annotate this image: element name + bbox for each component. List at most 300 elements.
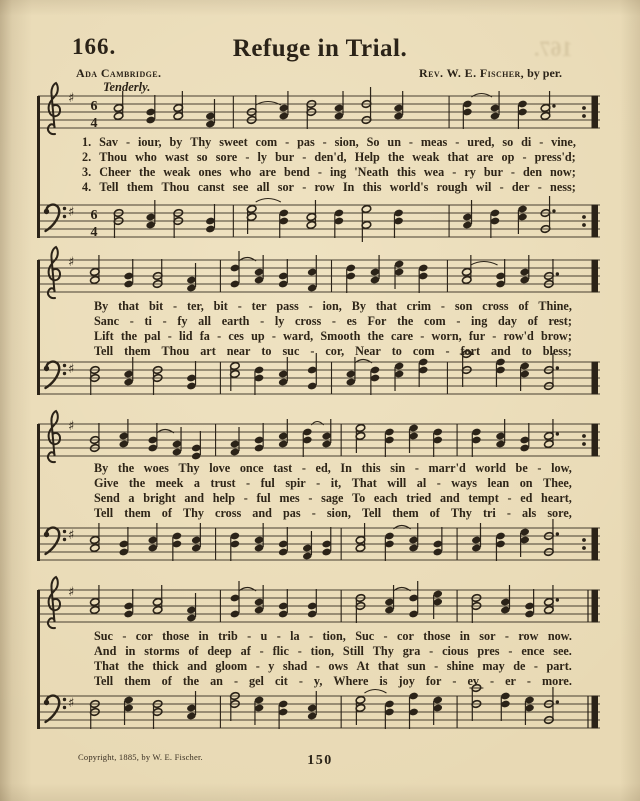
note-head [278,272,288,281]
note-head [90,366,100,375]
note-head [230,362,240,371]
note-head [495,280,505,289]
note-head [544,432,554,441]
note-head [90,444,100,453]
note-head [355,536,365,545]
note-head [186,382,196,391]
note-head [146,116,156,125]
note-head [307,284,317,293]
note-head [278,610,288,619]
tie-slur [364,690,386,694]
note-head [524,610,534,619]
note-head [307,602,317,611]
note-head [254,268,264,277]
note-head [355,696,365,705]
note-head [146,213,156,222]
note-head [90,708,100,717]
note-head [524,696,534,705]
key-signature-sharp-icon: ♯ [68,205,75,220]
composer-credit [419,66,562,81]
note-head [544,598,554,607]
composer-suffix: by per. [524,66,562,80]
tie-slur [239,588,256,592]
note-head [544,280,554,289]
note-head [279,209,289,218]
composer-name: Rev. W. E. Fischer, [419,66,525,80]
verse-block-2 [82,299,576,359]
note-head [495,272,505,281]
lyric-line: Tell them of the an - gel cit - y, Where is joy for - ev - er - more. [94,674,572,688]
note-head [346,264,356,273]
note-head [278,602,288,611]
note-head [247,213,257,222]
note-head [307,268,317,277]
key-signature-sharp-icon: ♯ [68,91,75,106]
note-head [172,540,182,549]
lyric-line: 2. Thou who wast so sore - ly bur - den'd, Help the weak that are op - press'd; [82,150,576,164]
note-head [278,280,288,289]
lyric-line: Send a bright and help - ful mes - sage To each tried and tempt - ed heart, [94,491,572,505]
note-head [544,716,554,725]
note-head [230,532,240,541]
note-head [517,213,527,222]
heavy-barline [592,205,599,238]
system-left-barline [37,424,40,561]
note-head [205,225,215,234]
note-head [334,217,344,226]
note-head [173,104,183,113]
note-head [394,362,404,371]
note-head [462,268,472,277]
lyricist-credit: Ada Cambridge. [76,66,162,80]
note-head [278,708,288,717]
note-head [495,366,505,375]
tempo-marking: Tenderly. [103,80,151,94]
note-head [408,594,418,603]
note-head [517,108,527,117]
note-head [119,540,129,549]
note-head [433,696,443,705]
note-head [433,598,443,607]
note-head [394,260,404,269]
system-left-barline [37,260,40,395]
tie-slur [256,199,281,203]
note-head [153,598,163,607]
verse-block-1 [82,135,576,195]
note-head [173,112,183,121]
heavy-barline [592,96,599,129]
note-head [278,432,288,441]
note-head [186,284,196,293]
note-head [306,213,316,222]
note-head [520,268,530,277]
note-head [153,606,163,615]
note-head [384,428,394,437]
note-head [90,598,100,607]
note-head [524,704,534,713]
note-head [490,112,500,121]
note-head [153,280,163,289]
note-head [205,120,215,129]
note-head [370,276,380,285]
note-head [254,366,264,375]
note-head [124,696,134,705]
note-head [153,366,163,375]
note-head [90,374,100,383]
note-head [355,424,365,433]
lyric-line: By that bit - ter, bit - ter pass - ion, By that crim - son cross of Thine, [94,299,572,313]
note-head [408,424,418,433]
note-head [462,276,472,285]
note-head [230,610,240,619]
note-head [302,436,312,445]
note-head [495,440,505,449]
treble-clef-icon [48,83,60,134]
bass-clef-icon [44,205,66,231]
note-head [495,532,505,541]
note-head [254,276,264,285]
note-head [90,536,100,545]
system-4-bass-staff [38,680,600,744]
note-head [254,444,264,453]
note-head [408,544,418,553]
tie-slur [471,94,492,98]
final-barline [592,590,599,623]
note-head [230,700,240,709]
note-head [153,700,163,709]
note-head [490,209,500,218]
note-head [322,440,332,449]
note-head [520,436,530,445]
note-head [355,544,365,553]
final-barline [592,696,599,729]
note-head [124,272,134,281]
note-head [278,700,288,709]
note-head [495,540,505,549]
treble-clef-icon [48,577,60,628]
bass-staff-graphics [38,684,600,729]
note-head [433,548,443,557]
note-head [408,692,418,701]
tie-slur [157,430,174,434]
note-head [384,700,394,709]
note-head [355,432,365,441]
note-head [544,366,554,375]
note-head [384,540,394,549]
note-head [113,217,123,226]
key-signature-sharp-icon: ♯ [68,419,75,434]
note-head [490,104,500,113]
page-number: 150 [307,753,333,768]
system-1-bass-staff [38,189,600,253]
bass-clef-icon [44,696,66,722]
note-head [191,444,201,453]
lyric-line: Suc - cor those in trib - u - la - tion, Suc - cor those in sor - row now. [94,629,572,643]
treble-clef-icon [48,247,60,298]
note-head [205,217,215,226]
note-head [540,209,550,218]
key-signature-sharp-icon: ♯ [68,585,75,600]
note-head [540,225,550,234]
note-head [186,276,196,285]
note-head [148,444,158,453]
key-signature-sharp-icon: ♯ [68,255,75,270]
note-head [278,440,288,449]
bass-clef-icon [44,362,66,388]
lyric-line: 1. Sav - iour, by Thy sweet com - pas - sion, So un - meas - ured, so di - vine, [82,135,576,149]
verse-block-3 [82,461,576,521]
note-head [254,536,264,545]
note-head [306,221,316,230]
note-head [146,221,156,230]
note-head [279,217,289,226]
note-head [254,598,264,607]
lyric-line: By the woes Thy love once tast - ed, In this sin - marr'd world be - low, [94,461,572,475]
note-head [254,374,264,383]
note-head [394,268,404,277]
note-head [433,704,443,713]
note-head [322,540,332,549]
note-head [230,280,240,289]
note-head [124,280,134,289]
treble-staff-graphics [38,247,600,298]
heavy-barline [592,260,599,293]
note-head [191,536,201,545]
note-head [433,540,443,549]
note-head [322,548,332,557]
note-head [393,104,403,113]
heavy-barline [592,362,599,395]
note-head [302,428,312,437]
note-head [302,544,312,553]
note-head [247,116,257,125]
tie-slur [311,422,323,426]
note-head [462,366,472,375]
heavy-barline [592,424,599,457]
note-head [334,104,344,113]
note-head [346,272,356,281]
note-head [148,436,158,445]
note-head [462,221,472,230]
note-head [393,217,403,226]
note-head [408,708,418,717]
note-head [119,548,129,557]
treble-staff-graphics [38,411,600,462]
bleed-through-text: 167. [534,36,573,61]
note-head [146,108,156,117]
note-head [278,540,288,549]
note-head [520,370,530,379]
note-head [307,366,317,375]
note-head [254,704,264,713]
lyric-line: Tell them of Thy cross and pas - sion, Tell them of Thy tri - als sore, [94,506,572,520]
note-head [278,370,288,379]
note-head [254,544,264,553]
note-head [230,370,240,379]
note-head [355,594,365,603]
time-signature-top: 6 [90,99,98,114]
note-head [384,532,394,541]
note-head [124,370,134,379]
note-head [393,209,403,218]
tie-slur [256,102,281,106]
note-head [90,700,100,709]
time-signature-bottom: 4 [90,225,98,240]
note-head [148,536,158,545]
note-head [408,432,418,441]
note-head [384,436,394,445]
note-head [520,536,530,545]
note-head [90,276,100,285]
note-head [230,448,240,457]
note-head [384,606,394,615]
note-head [500,598,510,607]
note-head [230,594,240,603]
note-head [355,602,365,611]
note-head [230,692,240,701]
note-head [384,598,394,607]
note-head [334,112,344,121]
bass-staff-graphics [38,519,600,561]
note-head [186,704,196,713]
note-head [471,436,481,445]
note-head [517,100,527,109]
note-head [306,100,316,109]
bass-clef-icon [44,528,66,554]
note-head [124,602,134,611]
note-head [520,362,530,371]
note-head [191,544,201,553]
note-head [544,382,554,391]
system-left-barline [37,590,40,729]
note-head [191,452,201,461]
note-head [500,700,510,709]
copyright-notice: Copyright, 1885, by W. E. Fischer. [78,752,203,762]
note-head [418,272,428,281]
tie-slur [393,526,410,530]
note-head [370,366,380,375]
note-head [471,536,481,545]
note-head [540,112,550,121]
note-head [172,448,182,457]
note-head [490,217,500,226]
note-head [462,108,472,117]
time-signature-bottom: 4 [90,116,98,131]
note-head [172,532,182,541]
note-head [90,544,100,553]
lyric-line: And in storms of deep af - flic - tion, Still Thy gra - cious pres - ence see. [94,644,572,658]
note-head [307,382,317,391]
note-head [119,432,129,441]
note-head [462,100,472,109]
note-head [370,268,380,277]
note-head [544,532,554,541]
note-head [355,704,365,713]
note-head [278,378,288,387]
note-head [544,440,554,449]
note-head [361,116,371,125]
lyric-line: Sanc - ti - fy all earth - ly cross - es For the com - ing day of rest; [94,314,572,328]
note-head [186,712,196,721]
lyric-line: 3. Cheer the weak ones who are bend - ing 'Neath this wea - ry bur - den now; [82,165,576,179]
note-head [524,602,534,611]
note-head [433,590,443,599]
note-head [306,108,316,117]
note-head [384,708,394,717]
note-head [173,209,183,218]
key-signature-sharp-icon: ♯ [68,362,75,377]
note-head [153,272,163,281]
note-head [230,264,240,273]
note-head [393,112,403,121]
lyric-line: Give the meek a trust - ful spir - it, That will al - ways lean on Thee, [94,476,572,490]
heavy-barline [592,528,599,561]
note-head [346,378,356,387]
note-head [520,528,530,537]
note-head [124,378,134,387]
note-head [113,112,123,121]
note-head [172,440,182,449]
bass-staff-graphics [38,196,600,242]
time-signature-top: 6 [90,208,98,223]
tie-slur [355,360,372,364]
note-head [90,268,100,277]
note-head [433,428,443,437]
note-head [186,606,196,615]
note-head [517,205,527,214]
note-head [361,100,371,109]
note-head [148,544,158,553]
note-head [153,708,163,717]
note-head [230,540,240,549]
note-head [186,374,196,383]
note-head [540,104,550,113]
note-head [307,610,317,619]
note-head [279,104,289,113]
note-head [247,108,257,117]
note-head [186,614,196,623]
note-head [254,696,264,705]
lyric-line: Lift the pal - lid fa - ces up - ward, Smooth the care - worn, fur - row'd brow; [94,329,572,343]
note-head [90,606,100,615]
note-head [408,610,418,619]
lyric-line: 4. Tell them Thou canst see all sor - row In this world's rough wil - der - ness; [82,180,576,194]
note-head [113,209,123,218]
key-signature-sharp-icon: ♯ [68,528,75,543]
system-left-barline [37,96,40,238]
hymn-number: 166. [72,34,117,59]
note-head [173,217,183,226]
note-head [361,205,371,214]
note-head [302,552,312,561]
note-head [544,606,554,615]
treble-clef-icon [48,411,60,462]
note-head [153,374,163,383]
note-head [544,700,554,709]
system-3-bass-staff [38,512,600,576]
note-head [500,606,510,615]
note-head [254,606,264,615]
note-head [433,436,443,445]
note-head [394,370,404,379]
note-head [119,440,129,449]
note-head [544,272,554,281]
note-head [471,602,481,611]
note-head [471,700,481,709]
note-head [90,436,100,445]
tie-slur [393,588,410,592]
note-head [370,374,380,383]
